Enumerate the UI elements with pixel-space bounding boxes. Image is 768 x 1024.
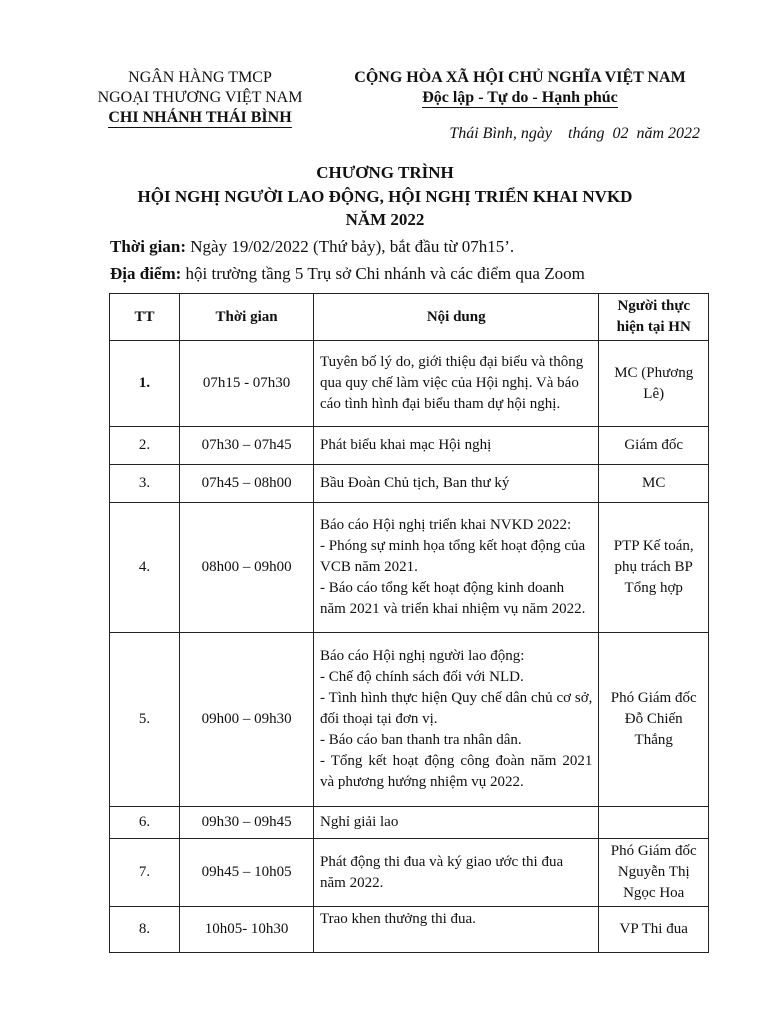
content-line: - Báo cáo tổng kết hoạt động kinh doanh năm 2021 và triển khai nhiệm vụ năm 2022. [320, 580, 586, 617]
row-person [599, 807, 709, 839]
content-line: - Tình hình thực hiện Quy chế dân chủ cơ sở, đối thoại tại đơn vị. [320, 690, 593, 727]
row-content [314, 839, 599, 907]
header-content: Nội dung [314, 294, 599, 341]
row-content [314, 807, 599, 839]
content-line: Trao khen thưởng thi đua. [320, 911, 476, 927]
content-line: - Phóng sự minh họa tổng kết hoạt động của VCB năm 2021. [320, 538, 586, 575]
row-time: 07h15 - 07h30 [180, 341, 314, 427]
table-row [110, 633, 709, 807]
time-info [110, 236, 710, 258]
row-content [314, 503, 599, 633]
table-row [110, 427, 709, 465]
row-time: 08h00 – 09h00 [180, 503, 314, 633]
row-number: 1. [110, 341, 180, 427]
row-time: 07h30 – 07h45 [180, 427, 314, 465]
row-content [314, 341, 599, 427]
row-person: PTP Kế toán, phụ trách BP Tổng hợp [599, 503, 709, 633]
branch-name: CHI NHÁNH THÁI BÌNH [108, 109, 292, 126]
table-row [110, 807, 709, 839]
content-line: - Tổng kết hoạt động công đoàn năm 2021 và phương hướng nhiệm vụ 2022. [320, 753, 593, 790]
content-line: Báo cáo Hội nghị người lao động: [320, 648, 525, 664]
row-time: 09h00 – 09h30 [180, 633, 314, 807]
row-time: 07h45 – 08h00 [180, 465, 314, 503]
schedule-body [110, 341, 709, 953]
row-number: 5. [110, 633, 180, 807]
table-header-row [110, 294, 709, 341]
row-person: Giám đốc [599, 427, 709, 465]
national-motto: Độc lập - Tự do - Hạnh phúc [422, 89, 618, 106]
row-person: MC (Phương Lê) [599, 341, 709, 427]
bank-name-line1: NGÂN HÀNG TMCP [128, 69, 272, 86]
row-person: Phó Giám đốc Nguyễn Thị Ngọc Hoa [599, 839, 709, 907]
doc-title: CHƯƠNG TRÌNH [316, 163, 454, 182]
table-row [110, 503, 709, 633]
content-line: - Báo cáo ban thanh tra nhân dân. [320, 732, 522, 748]
content-line: - Chế độ chính sách đối với NLD. [320, 669, 524, 685]
content-line: Tuyên bố lý do, giới thiệu đại biểu và thông qua quy chế làm việc của Hội nghị. Và báo cáo tình hình đại biểu tham dự hội nghị. [320, 354, 584, 412]
content-line: Phát biểu khai mạc Hội nghị [320, 437, 492, 453]
doc-year: NĂM 2022 [345, 210, 425, 229]
table-row [110, 907, 709, 953]
row-number: 2. [110, 427, 180, 465]
row-content [314, 633, 599, 807]
bank-header [80, 68, 320, 128]
row-time: 09h30 – 09h45 [180, 807, 314, 839]
time-value: Ngày 19/02/2022 (Thứ bảy), bắt đầu từ 07h15’. [186, 237, 515, 256]
row-number: 6. [110, 807, 180, 839]
doc-subtitle: HỘI NGHỊ NGƯỜI LAO ĐỘNG, HỘI NGHỊ TRIỂN KHAI NVKD [137, 187, 633, 206]
bank-name-line2: NGOẠI THƯƠNG VIỆT NAM [97, 89, 303, 106]
row-number: 7. [110, 839, 180, 907]
row-number: 8. [110, 907, 180, 953]
table-row [110, 839, 709, 907]
row-person: Phó Giám đốc Đỗ Chiến Thắng [599, 633, 709, 807]
place-info [110, 263, 710, 285]
row-person: VP Thi đua [599, 907, 709, 953]
row-time: 09h45 – 10h05 [180, 839, 314, 907]
header-time: Thời gian [180, 294, 314, 341]
row-time: 10h05- 10h30 [180, 907, 314, 953]
schedule-table [109, 293, 709, 953]
row-content [314, 427, 599, 465]
republic-name: CỘNG HÒA XÃ HỘI CHỦ NGHĨA VIỆT NAM [354, 69, 686, 86]
place-label: Địa điểm: [110, 264, 182, 283]
content-line: Báo cáo Hội nghị triển khai NVKD 2022: [320, 517, 572, 533]
content-line: Phát động thi đua và ký giao ước thi đua năm 2022. [320, 853, 564, 891]
place-value: hội trường tầng 5 Trụ sở Chi nhánh và các điểm qua Zoom [181, 264, 585, 283]
row-number: 3. [110, 465, 180, 503]
row-content [314, 465, 599, 503]
table-row [110, 341, 709, 427]
row-content [314, 907, 599, 953]
national-header [330, 68, 710, 108]
row-person: MC [599, 465, 709, 503]
header-tt: TT [110, 294, 180, 341]
table-row [110, 465, 709, 503]
time-label: Thời gian: [110, 237, 187, 256]
row-number: 4. [110, 503, 180, 633]
header-person: Người thực hiện tại HN [599, 294, 709, 341]
content-line: Nghỉ giải lao [320, 814, 399, 830]
content-line: Bầu Đoàn Chủ tịch, Ban thư ký [320, 475, 510, 491]
place-date: Thái Bình, ngày tháng 02 năm 2022 [449, 125, 700, 142]
